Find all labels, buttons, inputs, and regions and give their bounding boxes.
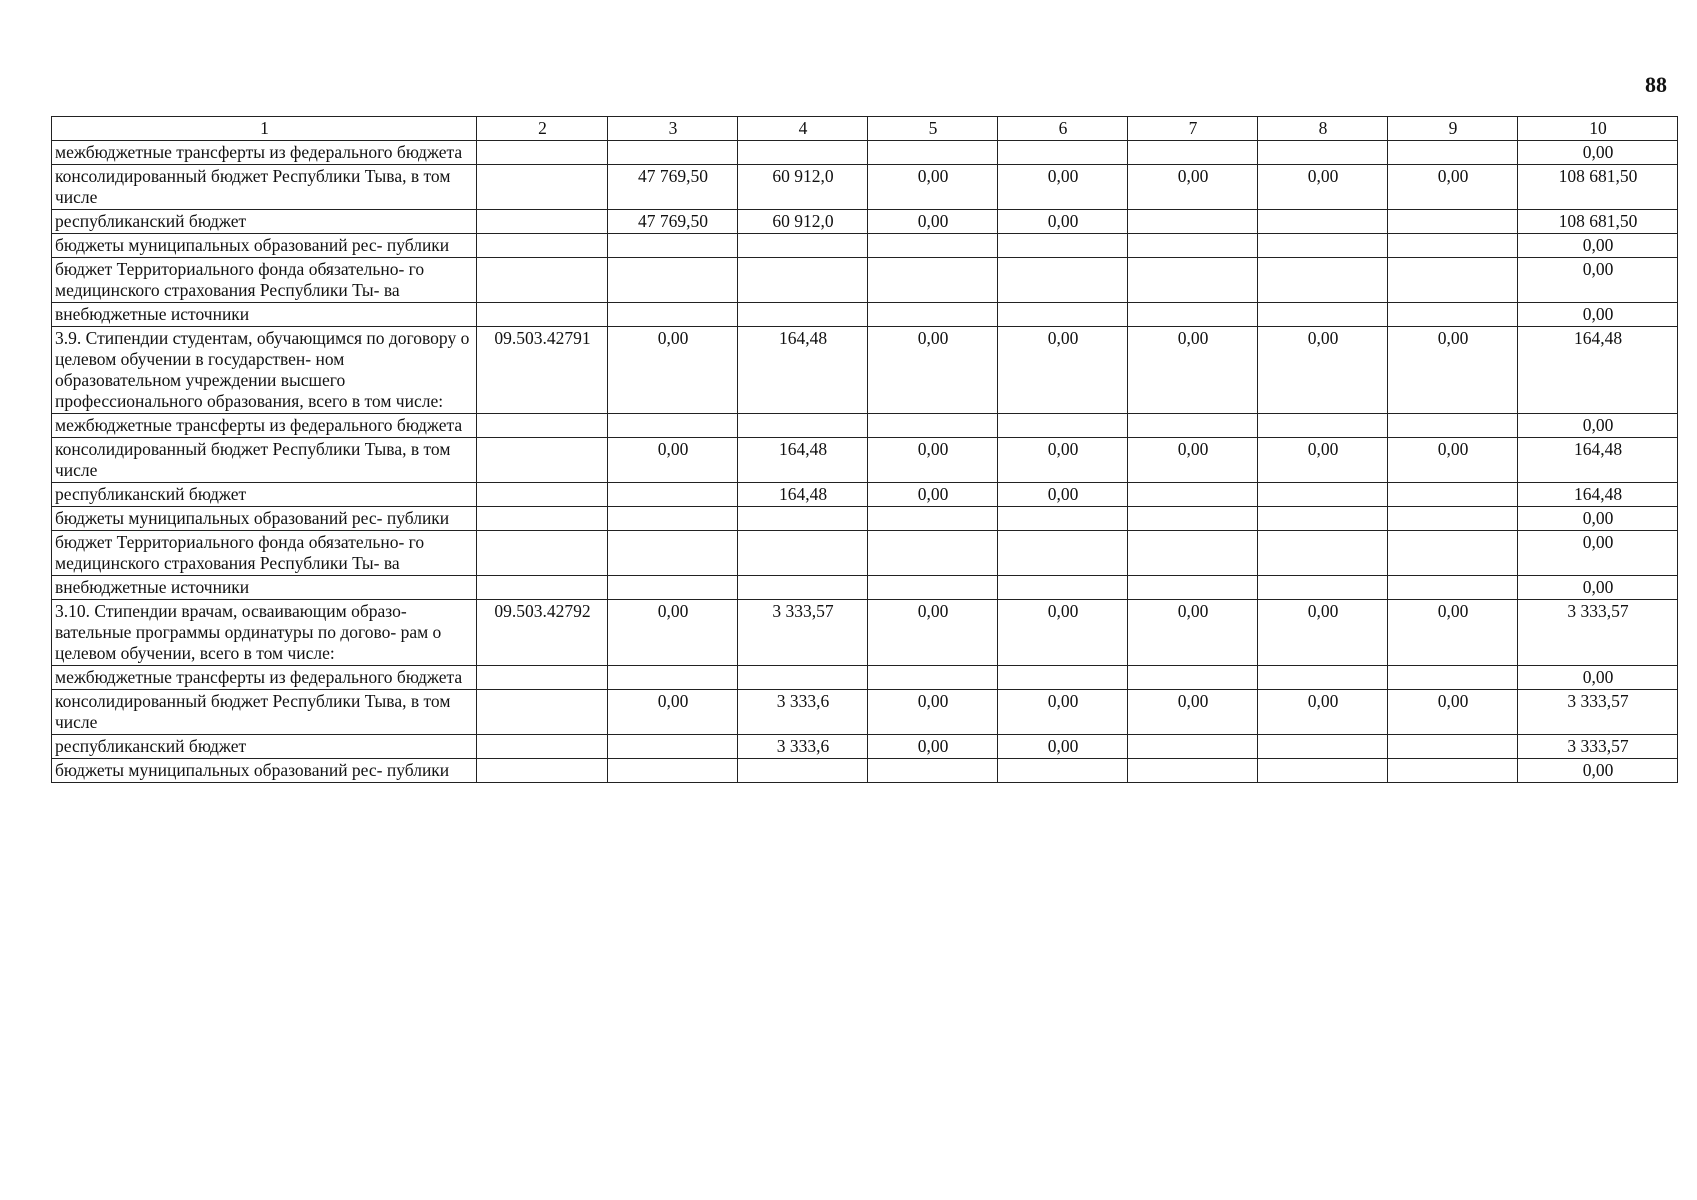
amount-cell: 3 333,57 [1518,690,1678,735]
amount-cell: 0,00 [1128,327,1258,414]
amount-cell: 0,00 [1388,690,1518,735]
amount-cell [608,576,738,600]
amount-cell [1258,531,1388,576]
row-label: республиканский бюджет [52,483,477,507]
row-label: бюджеты муниципальных образований рес- публики [52,507,477,531]
amount-cell: 0,00 [1518,414,1678,438]
amount-cell: 0,00 [868,438,998,483]
amount-cell [868,759,998,783]
column-header: 9 [1388,117,1518,141]
amount-cell [608,141,738,165]
budget-code-cell [477,438,608,483]
budget-code-cell [477,531,608,576]
amount-cell: 0,00 [868,690,998,735]
row-label: консолидированный бюджет Республики Тыва, в том числе [52,438,477,483]
amount-cell [998,141,1128,165]
amount-cell [608,303,738,327]
amount-cell [1258,735,1388,759]
amount-cell: 0,00 [998,483,1128,507]
table-row [52,258,1678,303]
column-header: 5 [868,117,998,141]
column-header: 2 [477,117,608,141]
budget-code-cell [477,735,608,759]
page-number: 88 [1645,72,1667,97]
amount-cell: 0,00 [1518,303,1678,327]
amount-cell: 164,48 [738,327,868,414]
amount-cell [1388,234,1518,258]
table-row [52,483,1678,507]
budget-code-cell [477,210,608,234]
budget-code-cell [477,576,608,600]
amount-cell [868,666,998,690]
amount-cell [738,141,868,165]
amount-cell: 164,48 [1518,327,1678,414]
amount-cell [1388,531,1518,576]
amount-cell [1128,735,1258,759]
amount-cell [1388,507,1518,531]
amount-cell: 0,00 [1388,327,1518,414]
amount-cell [868,303,998,327]
amount-cell: 60 912,0 [738,165,868,210]
amount-cell: 47 769,50 [608,165,738,210]
budget-code-cell [477,234,608,258]
row-label: бюджет Территориального фонда обязательно- го медицинского страхования Республики Ты- ва [52,531,477,576]
amount-cell [1128,531,1258,576]
amount-cell [1128,666,1258,690]
row-label: консолидированный бюджет Республики Тыва, в том числе [52,690,477,735]
amount-cell: 0,00 [1388,600,1518,666]
amount-cell [1128,210,1258,234]
amount-cell: 3 333,57 [1518,735,1678,759]
budget-code-cell [477,141,608,165]
amount-cell: 0,00 [1258,327,1388,414]
column-header: 7 [1128,117,1258,141]
amount-cell [1258,483,1388,507]
amount-cell [1388,141,1518,165]
amount-cell [1128,303,1258,327]
row-label: бюджеты муниципальных образований рес- публики [52,759,477,783]
amount-cell [1388,759,1518,783]
amount-cell: 0,00 [998,327,1128,414]
amount-cell: 3 333,6 [738,690,868,735]
row-label: межбюджетные трансферты из федерального бюджета [52,414,477,438]
table-row [52,666,1678,690]
amount-cell [1258,141,1388,165]
amount-cell: 0,00 [1518,666,1678,690]
amount-cell [1128,507,1258,531]
table-row [52,600,1678,666]
amount-cell [1258,576,1388,600]
amount-cell: 0,00 [1128,165,1258,210]
amount-cell [1128,576,1258,600]
budget-code-cell [477,759,608,783]
amount-cell: 47 769,50 [608,210,738,234]
amount-cell [738,303,868,327]
amount-cell: 0,00 [868,600,998,666]
amount-cell [608,759,738,783]
amount-cell [608,234,738,258]
amount-cell [998,258,1128,303]
amount-cell [738,666,868,690]
amount-cell: 0,00 [608,438,738,483]
amount-cell [1128,234,1258,258]
amount-cell [608,531,738,576]
amount-cell: 164,48 [1518,438,1678,483]
table-row [52,735,1678,759]
table-row [52,438,1678,483]
amount-cell [1128,258,1258,303]
amount-cell [868,141,998,165]
amount-cell [998,666,1128,690]
table-row [52,414,1678,438]
budget-code-cell: 09.503.42792 [477,600,608,666]
row-label: 3.10. Стипендии врачам, осваивающим образо- вательные программы ординатуры по догово- рам о целевом обучении, всего в том числе: [52,600,477,666]
row-label: республиканский бюджет [52,210,477,234]
amount-cell [868,234,998,258]
amount-cell [868,258,998,303]
amount-cell: 0,00 [1518,141,1678,165]
amount-cell: 0,00 [998,735,1128,759]
amount-cell: 0,00 [998,438,1128,483]
amount-cell: 0,00 [868,327,998,414]
amount-cell [738,414,868,438]
amount-cell [1258,210,1388,234]
header-row [52,117,1678,141]
table-row [52,234,1678,258]
amount-cell [998,531,1128,576]
budget-code-cell [477,507,608,531]
budget-code-cell [477,303,608,327]
amount-cell [608,666,738,690]
amount-cell: 0,00 [998,165,1128,210]
amount-cell: 60 912,0 [738,210,868,234]
row-label: межбюджетные трансферты из федерального бюджета [52,141,477,165]
budget-code-cell [477,258,608,303]
amount-cell: 0,00 [1388,165,1518,210]
amount-cell [1128,483,1258,507]
amount-cell: 108 681,50 [1518,165,1678,210]
amount-cell: 0,00 [998,690,1128,735]
amount-cell [738,759,868,783]
amount-cell [998,759,1128,783]
amount-cell [998,414,1128,438]
amount-cell [1388,303,1518,327]
table-row [52,531,1678,576]
table-row [52,576,1678,600]
table-row [52,210,1678,234]
amount-cell [998,576,1128,600]
amount-cell [1388,210,1518,234]
amount-cell: 164,48 [1518,483,1678,507]
amount-cell [998,507,1128,531]
amount-cell: 0,00 [1258,165,1388,210]
amount-cell: 0,00 [1518,576,1678,600]
amount-cell: 0,00 [1388,438,1518,483]
amount-cell: 0,00 [1518,531,1678,576]
amount-cell: 0,00 [1518,234,1678,258]
amount-cell: 164,48 [738,483,868,507]
amount-cell [1388,576,1518,600]
column-header: 4 [738,117,868,141]
amount-cell: 0,00 [1128,690,1258,735]
amount-cell: 3 333,6 [738,735,868,759]
row-label: республиканский бюджет [52,735,477,759]
budget-code-cell [477,414,608,438]
row-label: внебюджетные источники [52,576,477,600]
amount-cell [1128,414,1258,438]
amount-cell: 164,48 [738,438,868,483]
amount-cell [1388,735,1518,759]
amount-cell [738,507,868,531]
amount-cell [738,234,868,258]
amount-cell [998,234,1128,258]
amount-cell [868,576,998,600]
amount-cell [998,303,1128,327]
budget-code-cell [477,690,608,735]
column-header: 1 [52,117,477,141]
amount-cell: 0,00 [868,210,998,234]
amount-cell: 0,00 [1128,600,1258,666]
amount-cell [1388,414,1518,438]
amount-cell: 108 681,50 [1518,210,1678,234]
budget-code-cell [477,165,608,210]
column-header: 10 [1518,117,1678,141]
amount-cell [1258,666,1388,690]
amount-cell: 0,00 [868,165,998,210]
table-row [52,759,1678,783]
amount-cell: 0,00 [1258,690,1388,735]
table-body [52,141,1678,783]
budget-table [51,116,1678,783]
row-label: межбюджетные трансферты из федерального бюджета [52,666,477,690]
column-header: 6 [998,117,1128,141]
amount-cell [608,414,738,438]
amount-cell: 3 333,57 [738,600,868,666]
amount-cell [608,735,738,759]
budget-code-cell [477,483,608,507]
amount-cell: 0,00 [1518,507,1678,531]
amount-cell: 0,00 [1518,258,1678,303]
table-row [52,507,1678,531]
amount-cell: 0,00 [608,600,738,666]
amount-cell: 0,00 [998,210,1128,234]
budget-code-cell: 09.503.42791 [477,327,608,414]
column-header: 8 [1258,117,1388,141]
amount-cell [738,576,868,600]
row-label: бюджет Территориального фонда обязательно- го медицинского страхования Республики Ты- ва [52,258,477,303]
row-label: 3.9. Стипендии студентам, обучающимся по договору о целевом обучении в государствен- ном образовательном учреждении высшего профессионального образования, всего в том числе: [52,327,477,414]
amount-cell: 0,00 [1258,600,1388,666]
amount-cell [1388,666,1518,690]
amount-cell: 0,00 [608,327,738,414]
amount-cell [608,258,738,303]
budget-code-cell [477,666,608,690]
amount-cell [738,531,868,576]
row-label: консолидированный бюджет Республики Тыва, в том числе [52,165,477,210]
amount-cell: 0,00 [1518,759,1678,783]
amount-cell [1128,141,1258,165]
amount-cell [1258,414,1388,438]
amount-cell: 0,00 [1258,438,1388,483]
amount-cell: 0,00 [1128,438,1258,483]
amount-cell [1128,759,1258,783]
amount-cell: 0,00 [868,483,998,507]
amount-cell: 3 333,57 [1518,600,1678,666]
amount-cell: 0,00 [608,690,738,735]
amount-cell [1388,258,1518,303]
amount-cell [868,507,998,531]
row-label: бюджеты муниципальных образований рес- публики [52,234,477,258]
amount-cell [868,414,998,438]
row-label: внебюджетные источники [52,303,477,327]
amount-cell [1388,483,1518,507]
amount-cell: 0,00 [868,735,998,759]
amount-cell [1258,303,1388,327]
table-row [52,690,1678,735]
amount-cell [1258,759,1388,783]
amount-cell [1258,258,1388,303]
table-row [52,327,1678,414]
table-row [52,303,1678,327]
amount-cell: 0,00 [998,600,1128,666]
amount-cell [868,531,998,576]
amount-cell [1258,507,1388,531]
amount-cell [1258,234,1388,258]
table-row [52,165,1678,210]
amount-cell [608,507,738,531]
amount-cell [608,483,738,507]
table-row [52,141,1678,165]
amount-cell [738,258,868,303]
column-header: 3 [608,117,738,141]
